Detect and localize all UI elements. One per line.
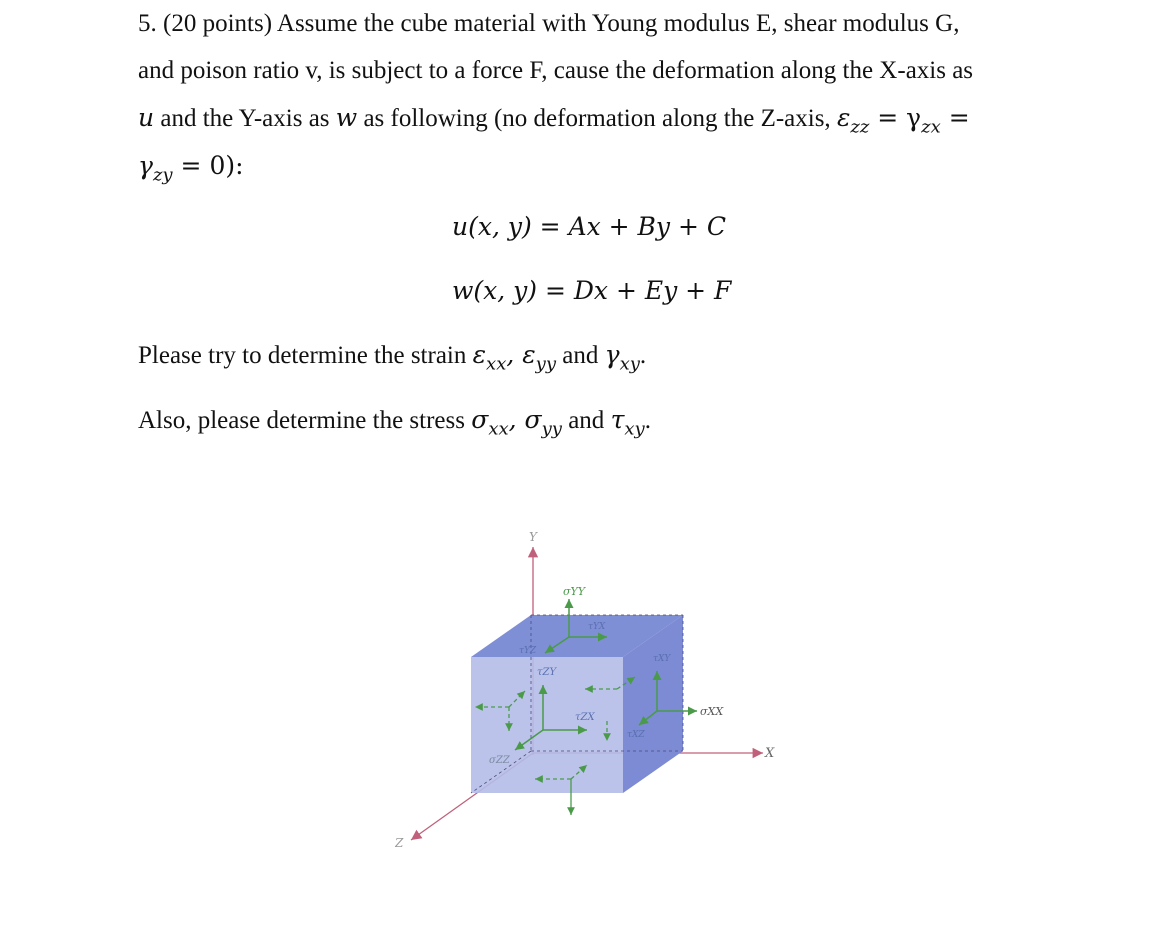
question-stress-text: Also, please determine the stress bbox=[138, 407, 472, 434]
equals-gamma: = γ bbox=[869, 103, 922, 132]
sigma-yy-label: σYY bbox=[563, 585, 586, 598]
tau-symbol: τ bbox=[610, 405, 625, 434]
gamma-symbol: γ bbox=[604, 340, 620, 369]
sub-zy: zy bbox=[152, 164, 173, 186]
var-u: u bbox=[138, 103, 155, 132]
sigma-yy: , σ bbox=[508, 405, 542, 434]
tau-xy-label: τXY bbox=[653, 654, 671, 664]
sub-xy: xy bbox=[619, 353, 640, 375]
var-w: w bbox=[335, 103, 358, 132]
gamma-symbol: γ bbox=[138, 151, 153, 180]
z-axis-label: Z bbox=[395, 836, 404, 850]
gamma-zy bbox=[138, 151, 244, 186]
sub-zx: zx bbox=[921, 116, 941, 138]
problem-statement bbox=[138, 0, 1038, 190]
sub-yy: yy bbox=[541, 418, 562, 440]
epsilon-yy: , ε bbox=[506, 340, 536, 369]
problem-line-4 bbox=[138, 142, 1038, 190]
question-strain bbox=[138, 340, 647, 375]
strain-zz bbox=[836, 103, 970, 138]
stress-cube-figure bbox=[395, 525, 785, 860]
sigma-xx: σ bbox=[471, 405, 489, 434]
and-text: and bbox=[561, 407, 611, 434]
tau-zy-label: τZY bbox=[537, 667, 557, 678]
problem-line-2: and poison ratio v, is subject to a force F, cause the deformation along the X-axis as bbox=[138, 57, 974, 84]
equation-u: u(x, y) = Ax + By + C bbox=[452, 212, 727, 241]
strain-symbols bbox=[472, 340, 557, 375]
sub-xx: xx bbox=[488, 418, 509, 440]
question-stress bbox=[138, 405, 651, 440]
tau-xy bbox=[610, 405, 645, 440]
and-text: and bbox=[556, 342, 605, 369]
problem-line-3 bbox=[138, 94, 1038, 142]
text-b: as following (no deformation along the Z-axis, bbox=[357, 105, 837, 132]
epsilon-symbol: ε bbox=[836, 103, 851, 132]
gamma-xy bbox=[604, 340, 640, 375]
sigma-zz-label: σZZ bbox=[489, 755, 510, 766]
tau-yz-label: τYZ bbox=[519, 646, 537, 656]
x-axis-label: X bbox=[765, 746, 775, 761]
sub-xy: xy bbox=[624, 418, 645, 440]
y-axis-label: Y bbox=[529, 530, 537, 544]
sub-zz: zz bbox=[850, 116, 870, 138]
text-a: and the Y-axis as bbox=[154, 105, 336, 132]
stress-symbols bbox=[471, 405, 562, 440]
sub-xx: xx bbox=[486, 353, 507, 375]
tau-yx-label: τYX bbox=[588, 622, 606, 632]
sigma-xx-label: σXX bbox=[700, 705, 724, 718]
stress-cube-svg bbox=[395, 525, 785, 855]
epsilon-xx: ε bbox=[472, 340, 487, 369]
tau-zx-label: τZX bbox=[575, 712, 595, 723]
period: . bbox=[639, 342, 647, 369]
equals-zero: = 0): bbox=[172, 151, 244, 180]
tau-xz-label: τXZ bbox=[627, 730, 645, 740]
equals: = bbox=[940, 103, 970, 132]
problem-line-1: 5. (20 points) Assume the cube material with Young modulus E, shear modulus G, bbox=[138, 10, 960, 37]
period: . bbox=[644, 407, 651, 434]
question-strain-text: Please try to determine the strain bbox=[138, 342, 473, 369]
equation-w: w(x, y) = Dx + Ey + F bbox=[452, 276, 732, 305]
sub-yy: yy bbox=[535, 353, 557, 375]
